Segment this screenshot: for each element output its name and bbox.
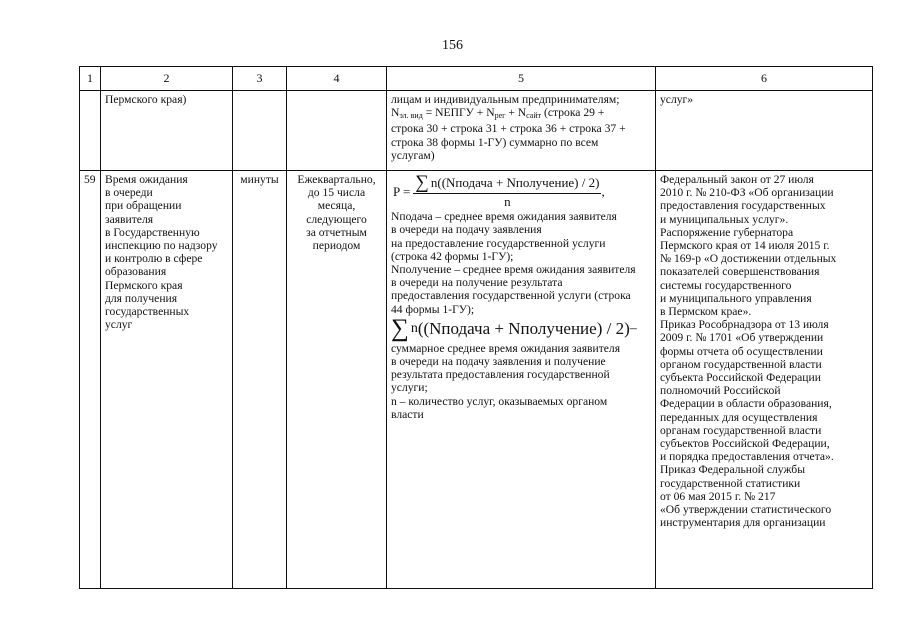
cell-frequency [287, 171, 387, 589]
table-row-59 [80, 171, 873, 589]
source-line: 2010 г. № 210-ФЗ «Об организации [660, 186, 834, 200]
indicator-line: в очереди [105, 186, 153, 200]
indicator-line: образования [105, 265, 167, 279]
table-header-row [80, 67, 873, 91]
source-line: и муниципального управления [660, 291, 812, 305]
header-col-1: 1 [80, 67, 101, 91]
source-line: государственной статистики [660, 476, 801, 490]
source-line: переданных для осуществления [660, 410, 818, 424]
source-line: показателей совершенствования [660, 265, 820, 279]
header-col-4: 4 [287, 67, 387, 91]
indicator-line: Время ожидания [105, 173, 188, 186]
source-line: и порядка предоставления отчета». [660, 450, 834, 464]
source-line: полномочий Российской [660, 384, 781, 398]
source-line: инструментария для организации [660, 516, 826, 530]
source-line: субъектов Российской Федерации, [660, 437, 830, 451]
source-line: субъекта Российской Федерации [660, 371, 821, 385]
source-line: в Пермском крае». [660, 305, 752, 319]
cell-method-continued [387, 91, 656, 171]
method-line: суммарное среднее время ожидания заявителя [391, 341, 621, 355]
formula-p: P = ∑ n ((Nподача + Nполучение) / 2) n , [393, 172, 605, 209]
formula-sum: ∑ n ((Nподача + Nполучение) / 2) – [391, 314, 637, 342]
cell-source-continued: услуг» [656, 91, 873, 171]
frequency-line: Ежеквартально, [297, 173, 376, 186]
header-col-2: 2 [101, 67, 233, 91]
method-formula-line: $N_{эл. вид}$ = NЕПГУ + $N_{рег} + N_{сайт}$ (строка 29 + [391, 106, 605, 121]
method-line: строка 30 + строка 31 + строка 36 + строка 37 + [391, 122, 626, 136]
method-line: результата предоставления государственной [391, 368, 610, 382]
cell-calculation-method [387, 171, 656, 589]
indicator-line: и контролю в сфере [105, 252, 203, 266]
cell-indicator-name [101, 171, 233, 589]
method-line: в очереди на подачу заявления и получение [391, 355, 606, 369]
source-line: и муниципальных услуг». [660, 212, 789, 226]
cell-frequency-empty [287, 91, 387, 171]
indicator-line: для получения [105, 291, 178, 305]
frequency-line: до 15 числа [307, 186, 366, 200]
source-line: 2009 г. № 1701 «Об утверждении [660, 331, 824, 345]
source-line: Приказ Рособрнадзора от 13 июля [660, 318, 829, 332]
method-line: (строка 42 формы 1-ГУ); [391, 249, 514, 263]
indicator-line: Пермского края [105, 278, 183, 292]
method-line: власти [391, 407, 424, 421]
cell-num-empty [80, 91, 101, 171]
cell-unit-empty [233, 91, 287, 171]
indicator-line: государственных [105, 305, 190, 319]
indicator-line: инспекцию по надзору [105, 239, 218, 253]
method-line: на предоставление государственной услуги [391, 236, 606, 250]
method-line: услугам) [391, 148, 435, 162]
source-line: Федерации в области образования, [660, 397, 832, 411]
header-col-5: 5 [387, 67, 656, 91]
source-line: Приказ Федеральной службы [660, 463, 805, 477]
method-line: услуги; [391, 381, 428, 395]
method-line: 44 формы 1-ГУ); [391, 302, 475, 316]
formula-fraction: ∑ n ((Nподача + Nполучение) / 2) n [415, 172, 600, 209]
cell-row-number: 59 [80, 171, 101, 589]
table-row-continued [80, 91, 873, 171]
method-line: в очереди на подачу заявления [391, 223, 542, 237]
indicator-line: в Государственную [105, 225, 200, 239]
method-line: n – количество услуг, оказываемых органом [391, 394, 608, 408]
source-line: «Об утверждении статистического [660, 503, 832, 517]
indicators-table [79, 66, 873, 589]
cell-source-documents [656, 171, 873, 589]
frequency-line: периодом [312, 239, 361, 253]
indicator-line: при обращении [105, 199, 182, 213]
source-line: системы государственного [660, 278, 792, 292]
source-line: от 06 мая 2015 г. № 217 [660, 489, 776, 503]
source-line: органам государственной власти [660, 423, 822, 437]
cell-indicator-continued: Пермского края) [101, 91, 233, 171]
cell-unit: минуты [233, 171, 287, 589]
frequency-line: за отчетным [306, 225, 367, 239]
source-line: № 169-р «О достижении отдельных [660, 252, 837, 266]
page-number: 156 [442, 38, 463, 53]
source-line: Пермского края от 14 июля 2015 г. [660, 239, 830, 253]
method-line: Nподача – среднее время ожидания заявителя [391, 210, 617, 224]
method-line: в очереди на получение результата [391, 276, 563, 290]
frequency-line: месяца, [317, 199, 356, 213]
indicator-line: заявителя [105, 212, 154, 226]
method-line: лицам и индивидуальным предпринимателям; [391, 93, 620, 106]
method-line: Nполучение – среднее время ожидания заявителя [391, 263, 636, 277]
method-line: предоставления государственной услуги (строка [391, 289, 631, 303]
source-line: органом государственной власти [660, 357, 822, 371]
method-line: строка 38 формы 1-ГУ) суммарно по всем [391, 135, 599, 149]
source-line: формы отчета об осуществлении [660, 344, 823, 358]
header-col-3: 3 [233, 67, 287, 91]
indicator-line: услуг [105, 318, 133, 332]
source-line: Распоряжение губернатора [660, 225, 794, 239]
source-line: Федеральный закон от 27 июля [660, 173, 814, 186]
header-col-6: 6 [656, 67, 873, 91]
source-line: предоставления государственных [660, 199, 826, 213]
frequency-line: следующего [306, 212, 367, 226]
